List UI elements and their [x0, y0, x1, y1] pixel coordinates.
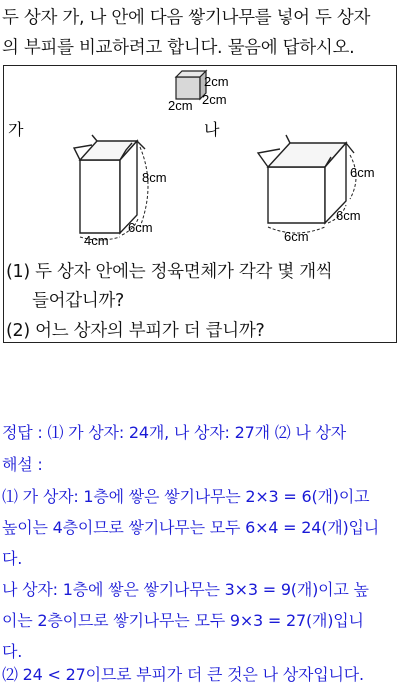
explanation-line-1: ⑴ 가 상자: 1층에 쌓은 쌓기나무는 2×3 = 6(개)이고 — [2, 487, 370, 506]
explanation-line-2: 높이는 4층이므로 쌓기나무는 모두 6×4 = 24(개)입니 — [2, 518, 380, 537]
explanation-line-3: 다. — [2, 549, 23, 568]
explanation-line-5: 이는 2층이므로 쌓기나무는 모두 9×3 = 27(개)입니 — [2, 611, 364, 630]
subquestion-1-number: (1) — [6, 262, 30, 282]
explanation-line-7: ⑵ 24 < 27이므로 부피가 더 큰 것은 나 상자입니다. — [2, 665, 364, 684]
explanation-line-6: 다. — [2, 642, 23, 661]
answer-line: 정답 : ⑴ 가 상자: 24개, 나 상자: 27개 ⑵ 나 상자 — [2, 423, 347, 442]
box-a-depth: 6cm — [128, 220, 153, 235]
subquestion-2 — [6, 317, 264, 342]
subquestion-1-line-2: 들어갑니까? — [32, 291, 125, 311]
box-b-name: 나 — [204, 122, 220, 139]
box-b-width: 6cm — [284, 229, 309, 244]
explanation-heading: 해설 : — [2, 455, 43, 474]
cube-label-side: 2cm — [204, 74, 229, 89]
box-a-width: 4cm — [84, 233, 109, 248]
cube-label-depth: 2cm — [202, 92, 227, 107]
box-a-name: 가 — [8, 122, 24, 139]
box-b-depth: 6cm — [336, 208, 361, 223]
subquestion-1-text: 두 상자 안에는 정육면체가 각각 몇 개씩 — [35, 262, 333, 282]
box-b-height: 6cm — [350, 165, 375, 180]
explanation-line-4: 나 상자: 1층에 쌓은 쌓기나무는 3×3 = 9(개)이고 높 — [2, 580, 369, 599]
cube-label-width: 2cm — [168, 98, 193, 113]
subquestion-1-line-1 — [6, 258, 332, 283]
question-line-2: 의 부피를 비교하려고 합니다. 물음에 답하시오. — [2, 38, 355, 58]
subquestion-2-number: (2) — [6, 321, 30, 341]
question-line-1: 두 상자 가, 나 안에 다음 쌓기나무를 넣어 두 상자 — [2, 8, 371, 28]
subquestion-2-text: 어느 상자의 부피가 더 큽니까? — [35, 321, 265, 341]
box-a-height: 8cm — [142, 170, 167, 185]
